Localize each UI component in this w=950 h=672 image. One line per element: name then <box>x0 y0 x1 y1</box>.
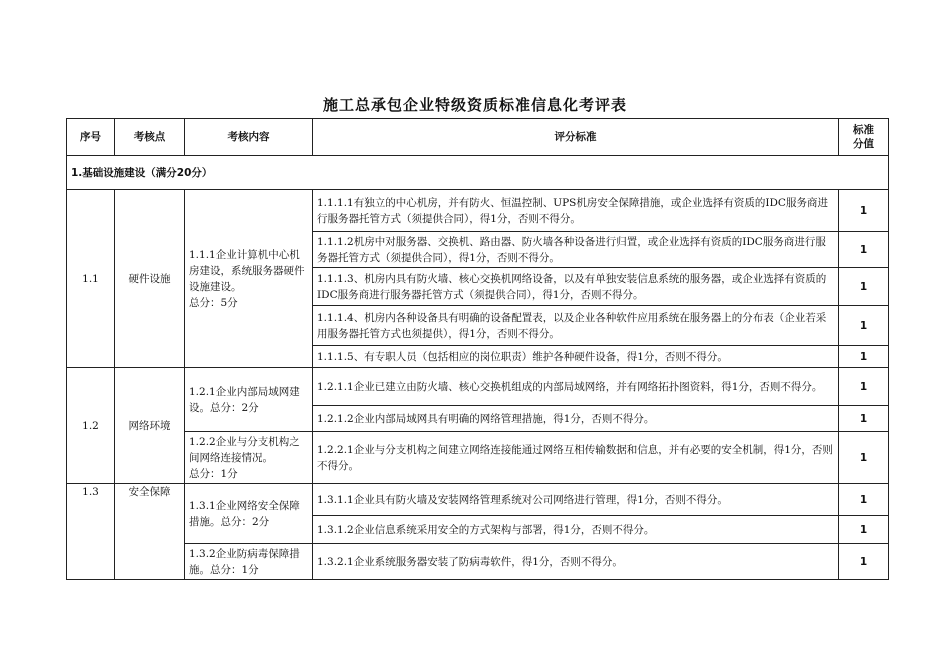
row-no: 1.1 <box>67 190 115 368</box>
score-cell: 1 <box>839 516 889 544</box>
score-cell: 1 <box>839 232 889 268</box>
row-no: 1.2 <box>67 368 115 484</box>
criteria-cell: 1.3.1.2企业信息系统采用安全的方式架构与部署，得1分，否则不得分。 <box>313 516 839 544</box>
row-point: 安全保障 <box>115 484 185 580</box>
header-no: 序号 <box>67 119 115 156</box>
criteria-cell: 1.1.1.2机房中对服务器、交换机、路由器、防火墙各种设备进行归置，或企业选择有资质的IDC服务商进行服务器托管方式（须提供合同），得1分，否则不得分。 <box>313 232 839 268</box>
row-content: 1.2.1企业内部局域网建设。总分：2分 <box>185 368 313 432</box>
score-cell: 1 <box>839 346 889 368</box>
row-content: 1.2.2企业与分支机构之间网络连接情况。 总分：1分 <box>185 432 313 484</box>
score-cell: 1 <box>839 406 889 432</box>
criteria-cell: 1.1.1.5、有专职人员（包括相应的岗位职责）维护各种硬件设备，得1分，否则不得分。 <box>313 346 839 368</box>
score-cell: 1 <box>839 544 889 580</box>
row-point: 网络环境 <box>115 368 185 484</box>
row-point: 硬件设施 <box>115 190 185 368</box>
table-row <box>67 432 889 484</box>
row-no: 1.3 <box>67 484 115 580</box>
table-row <box>67 368 889 406</box>
header-point: 考核点 <box>115 119 185 156</box>
header-row <box>67 119 889 156</box>
score-cell: 1 <box>839 368 889 406</box>
criteria-cell: 1.3.2.1企业系统服务器安装了防病毒软件，得1分，否则不得分。 <box>313 544 839 580</box>
criteria-cell: 1.1.1.1有独立的中心机房，并有防火、恒温控制、UPS机房安全保障措施，或企业选择有资质的IDC服务商进行服务器托管方式（须提供合同），得1分，否则不得分。 <box>313 190 839 232</box>
criteria-cell: 1.2.2.1企业与分支机构之间建立网络连接能通过网络互相传输数据和信息，并有必要的安全机制，得1分，否则不得分。 <box>313 432 839 484</box>
table-row <box>67 544 889 580</box>
score-cell: 1 <box>839 306 889 346</box>
header-criteria: 评分标准 <box>313 119 839 156</box>
header-score <box>839 119 889 156</box>
section-title: 1.基础设施建设（满分20分） <box>67 156 889 190</box>
row-content: 1.1.1企业计算机中心机房建设，系统服务器硬件设施建设。 总分：5分 <box>185 190 313 368</box>
header-content: 考核内容 <box>185 119 313 156</box>
table-row <box>67 484 889 516</box>
criteria-cell: 1.2.1.1企业已建立由防火墙、核心交换机组成的内部局域网络，并有网络拓扑图资料，得1分，否则不得分。 <box>313 368 839 406</box>
header-score-line1: 标准 <box>853 124 874 136</box>
score-cell: 1 <box>839 190 889 232</box>
criteria-cell: 1.1.1.4、机房内各种设备具有明确的设备配置表，以及企业各种软件应用系统在服务器上的分布表（企业若采用服务器托管方式也须提供），得1分，否则不得分。 <box>313 306 839 346</box>
score-cell: 1 <box>839 484 889 516</box>
criteria-cell: 1.2.1.2企业内部局域网具有明确的网络管理措施，得1分，否则不得分。 <box>313 406 839 432</box>
row-content: 1.3.1企业网络安全保障措施。总分：2分 <box>185 484 313 544</box>
score-cell: 1 <box>839 268 889 306</box>
row-content: 1.3.2企业防病毒保障措施。总分：1分 <box>185 544 313 580</box>
page-title: 施工总承包企业特级资质标准信息化考评表 <box>322 96 627 114</box>
evaluation-table <box>66 118 889 580</box>
criteria-cell: 1.3.1.1企业具有防火墙及安装网络管理系统对公司网络进行管理，得1分，否则不得分。 <box>313 484 839 516</box>
score-cell: 1 <box>839 432 889 484</box>
table-row <box>67 190 889 232</box>
section-row <box>67 156 889 190</box>
header-score-line2: 分值 <box>853 138 874 150</box>
criteria-cell: 1.1.1.3、机房内具有防火墙、核心交换机网络设备，以及有单独安装信息系统的服务器，或企业选择有资质的IDC服务商进行服务器托管方式（须提供合同），得1分，否则不得分。 <box>313 268 839 306</box>
